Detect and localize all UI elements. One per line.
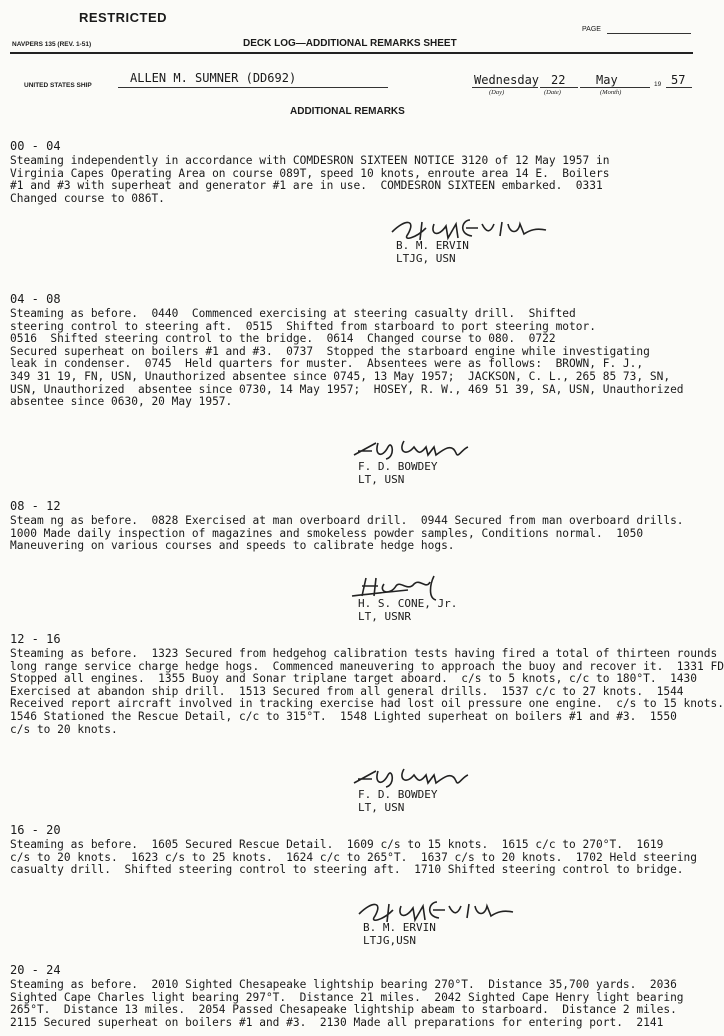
signer-name: F. D. BOWDEY <box>358 788 438 801</box>
date-value: 22 <box>551 73 566 87</box>
watch-remarks: Steaming as before. 1605 Secured Rescue Detail. 1609 c/s to 15 knots. 1615 c/c to 270°T. 1619 c/s to 20 knots. 1623 c/s to 25 knots. 1624 c/c to 265°T. 1637 c/s to 20 knots. 1702 Held steering casualty drill. Shifted steering control to steering aft. 1710 Shifted steering control to bridge. <box>10 838 698 877</box>
year-prefix: 19 <box>654 81 662 88</box>
ship-label: UNITED STATES SHIP <box>24 82 92 89</box>
ship-name: ALLEN M. SUMNER (DD692) <box>130 71 297 85</box>
signature-block <box>396 240 469 265</box>
classification-stamp: RESTRICTED <box>79 10 168 25</box>
ship-name-line <box>118 87 388 88</box>
handwritten-signature <box>348 761 478 795</box>
watch-remarks: Steaming as before. 2010 Sighted Chesapeake lightship bearing 270°T. Distance 35,700 yards. 2036 Sighted Cape Charles light bearing 297°T. Distance 21 miles. 2042 Sighted Cape Henry light bearing 265°T. Distance 13 miles. 2054 Passed Chesapeake lightship abeam to starboard. Distance 2 miles. 2115 Secured superheat on boilers #1 and #3. 2130 Made all preparations for entering port. 2141 <box>10 978 684 1029</box>
sheet-title: DECK LOG—ADDITIONAL REMARKS SHEET <box>243 38 457 49</box>
section-title: ADDITIONAL REMARKS <box>290 106 405 117</box>
month-caption: (Month) <box>600 89 622 96</box>
handwritten-signature <box>348 570 458 604</box>
watch-label: 00 - 04 <box>10 139 61 153</box>
watch-label: 20 - 24 <box>10 963 61 977</box>
signer-name: B. M. ERVIN <box>396 239 469 252</box>
handwritten-signature <box>386 212 556 246</box>
header-rule <box>10 52 693 54</box>
signature-block <box>363 922 436 947</box>
date-caption: (Date) <box>544 89 561 96</box>
handwritten-signature <box>353 894 523 928</box>
watch-entry <box>10 964 684 1029</box>
watch-remarks: Steaming independently in accordance with COMDESRON SIXTEEN NOTICE 3120 of 12 May 1957 in Virginia Capes Operating Area on course 089T, speed 10 knots, enroute area 14 E. Boilers #1 and #3 with superheat and generator #1 are in use. COMDESRON SIXTEEN embarked. 0331 Changed course to 086T. <box>10 154 610 205</box>
watch-entry <box>10 140 609 205</box>
page-number-line <box>607 33 691 34</box>
watch-label: 16 - 20 <box>10 823 61 837</box>
day-line <box>472 87 538 88</box>
signature-block <box>358 598 457 623</box>
signer-name: F. D. BOWDEY <box>358 460 438 473</box>
year-line <box>666 87 692 88</box>
date-line <box>540 87 578 88</box>
watch-label: 08 - 12 <box>10 499 61 513</box>
handwritten-signature <box>348 433 478 467</box>
signer-name: H. S. CONE, Jr. <box>358 597 458 610</box>
watch-remarks: Steaming as before. 0440 Commenced exercising at steering casualty drill. Shifted steering control to steering aft. 0515 Shifted from starboard to port steering motor. 0516 Shifted steering control to the bridge. 0614 Changed course to 080. 0722 Secured superheat on boilers #1 and #3. 0737 Stopped the starboard engine while investigating leak in condenser. 0745 Held quarters for muster. Absentees were as follows: BROWN, F. J., 349 31 19, FN, USN, Unauthorized absentee since 0745, 13 May 1957; JACKSON, C. L., 265 85 73, SN, USN, Unauthorized absentee since 0730, 14 May 1957; HOSEY, R. W., 469 51 39, SA, USN, Unauthorized absentee since 0630, 20 May 1957. <box>10 307 684 409</box>
page-label: PAGE <box>582 26 601 33</box>
month-line <box>580 87 650 88</box>
signer-rank: LT, USN <box>358 472 405 486</box>
month-value: May <box>596 73 618 87</box>
watch-entry <box>10 500 684 553</box>
watch-label: 12 - 16 <box>10 632 61 646</box>
watch-entry <box>10 824 697 877</box>
signer-rank: LTJG,USN <box>363 933 416 947</box>
signature-block <box>358 461 437 486</box>
watch-remarks: Steam ng as before. 0828 Exercised at man overboard drill. 0944 Secured from man overboard drills. 1000 Made daily inspection of magazines and smokeless powder samples, Conditions normal. 1050 Maneuvering on various courses and speeds to calibrate hedge hogs. <box>10 514 684 553</box>
watch-label: 04 - 08 <box>10 292 61 306</box>
day-caption: (Day) <box>489 89 505 96</box>
signer-rank: LT, USNR <box>358 609 411 623</box>
signer-name: B. M. ERVIN <box>363 921 436 934</box>
watch-entry <box>10 633 724 736</box>
signature-block <box>358 789 437 814</box>
signer-rank: LTJG, USN <box>396 251 456 265</box>
watch-entry <box>10 293 684 409</box>
watch-remarks: Steaming as before. 1323 Secured from hedgehog calibration tests having fired a total of thirteen rounds long range service charge hedge hogs. Commenced maneuvering to approach the buoy and recover it. 1331 FD Stopped all engines. 1355 Buoy and Sonar triplane target aboard. c/s to 5 knots, c/c to 180°T. 1430 Exercised at abandon ship drill. 1513 Secured from all general drills. 1537 c/c to 27 knots. 1544 Received report aircraft involved in tracking exercise had lost oil pressure one engine. c/s to 15 knots. 1546 Stationed the Rescue Detail, c/c to 315°T. 1548 Lighted superheat on boilers #1 and #3. 1550 c/s to 20 knots. <box>10 647 724 736</box>
form-number: NAVPERS 135 (REV. 1-51) <box>12 41 92 48</box>
day-value: Wednesday <box>474 73 540 87</box>
year-value: 57 <box>671 73 686 87</box>
signer-rank: LT, USN <box>358 800 405 814</box>
